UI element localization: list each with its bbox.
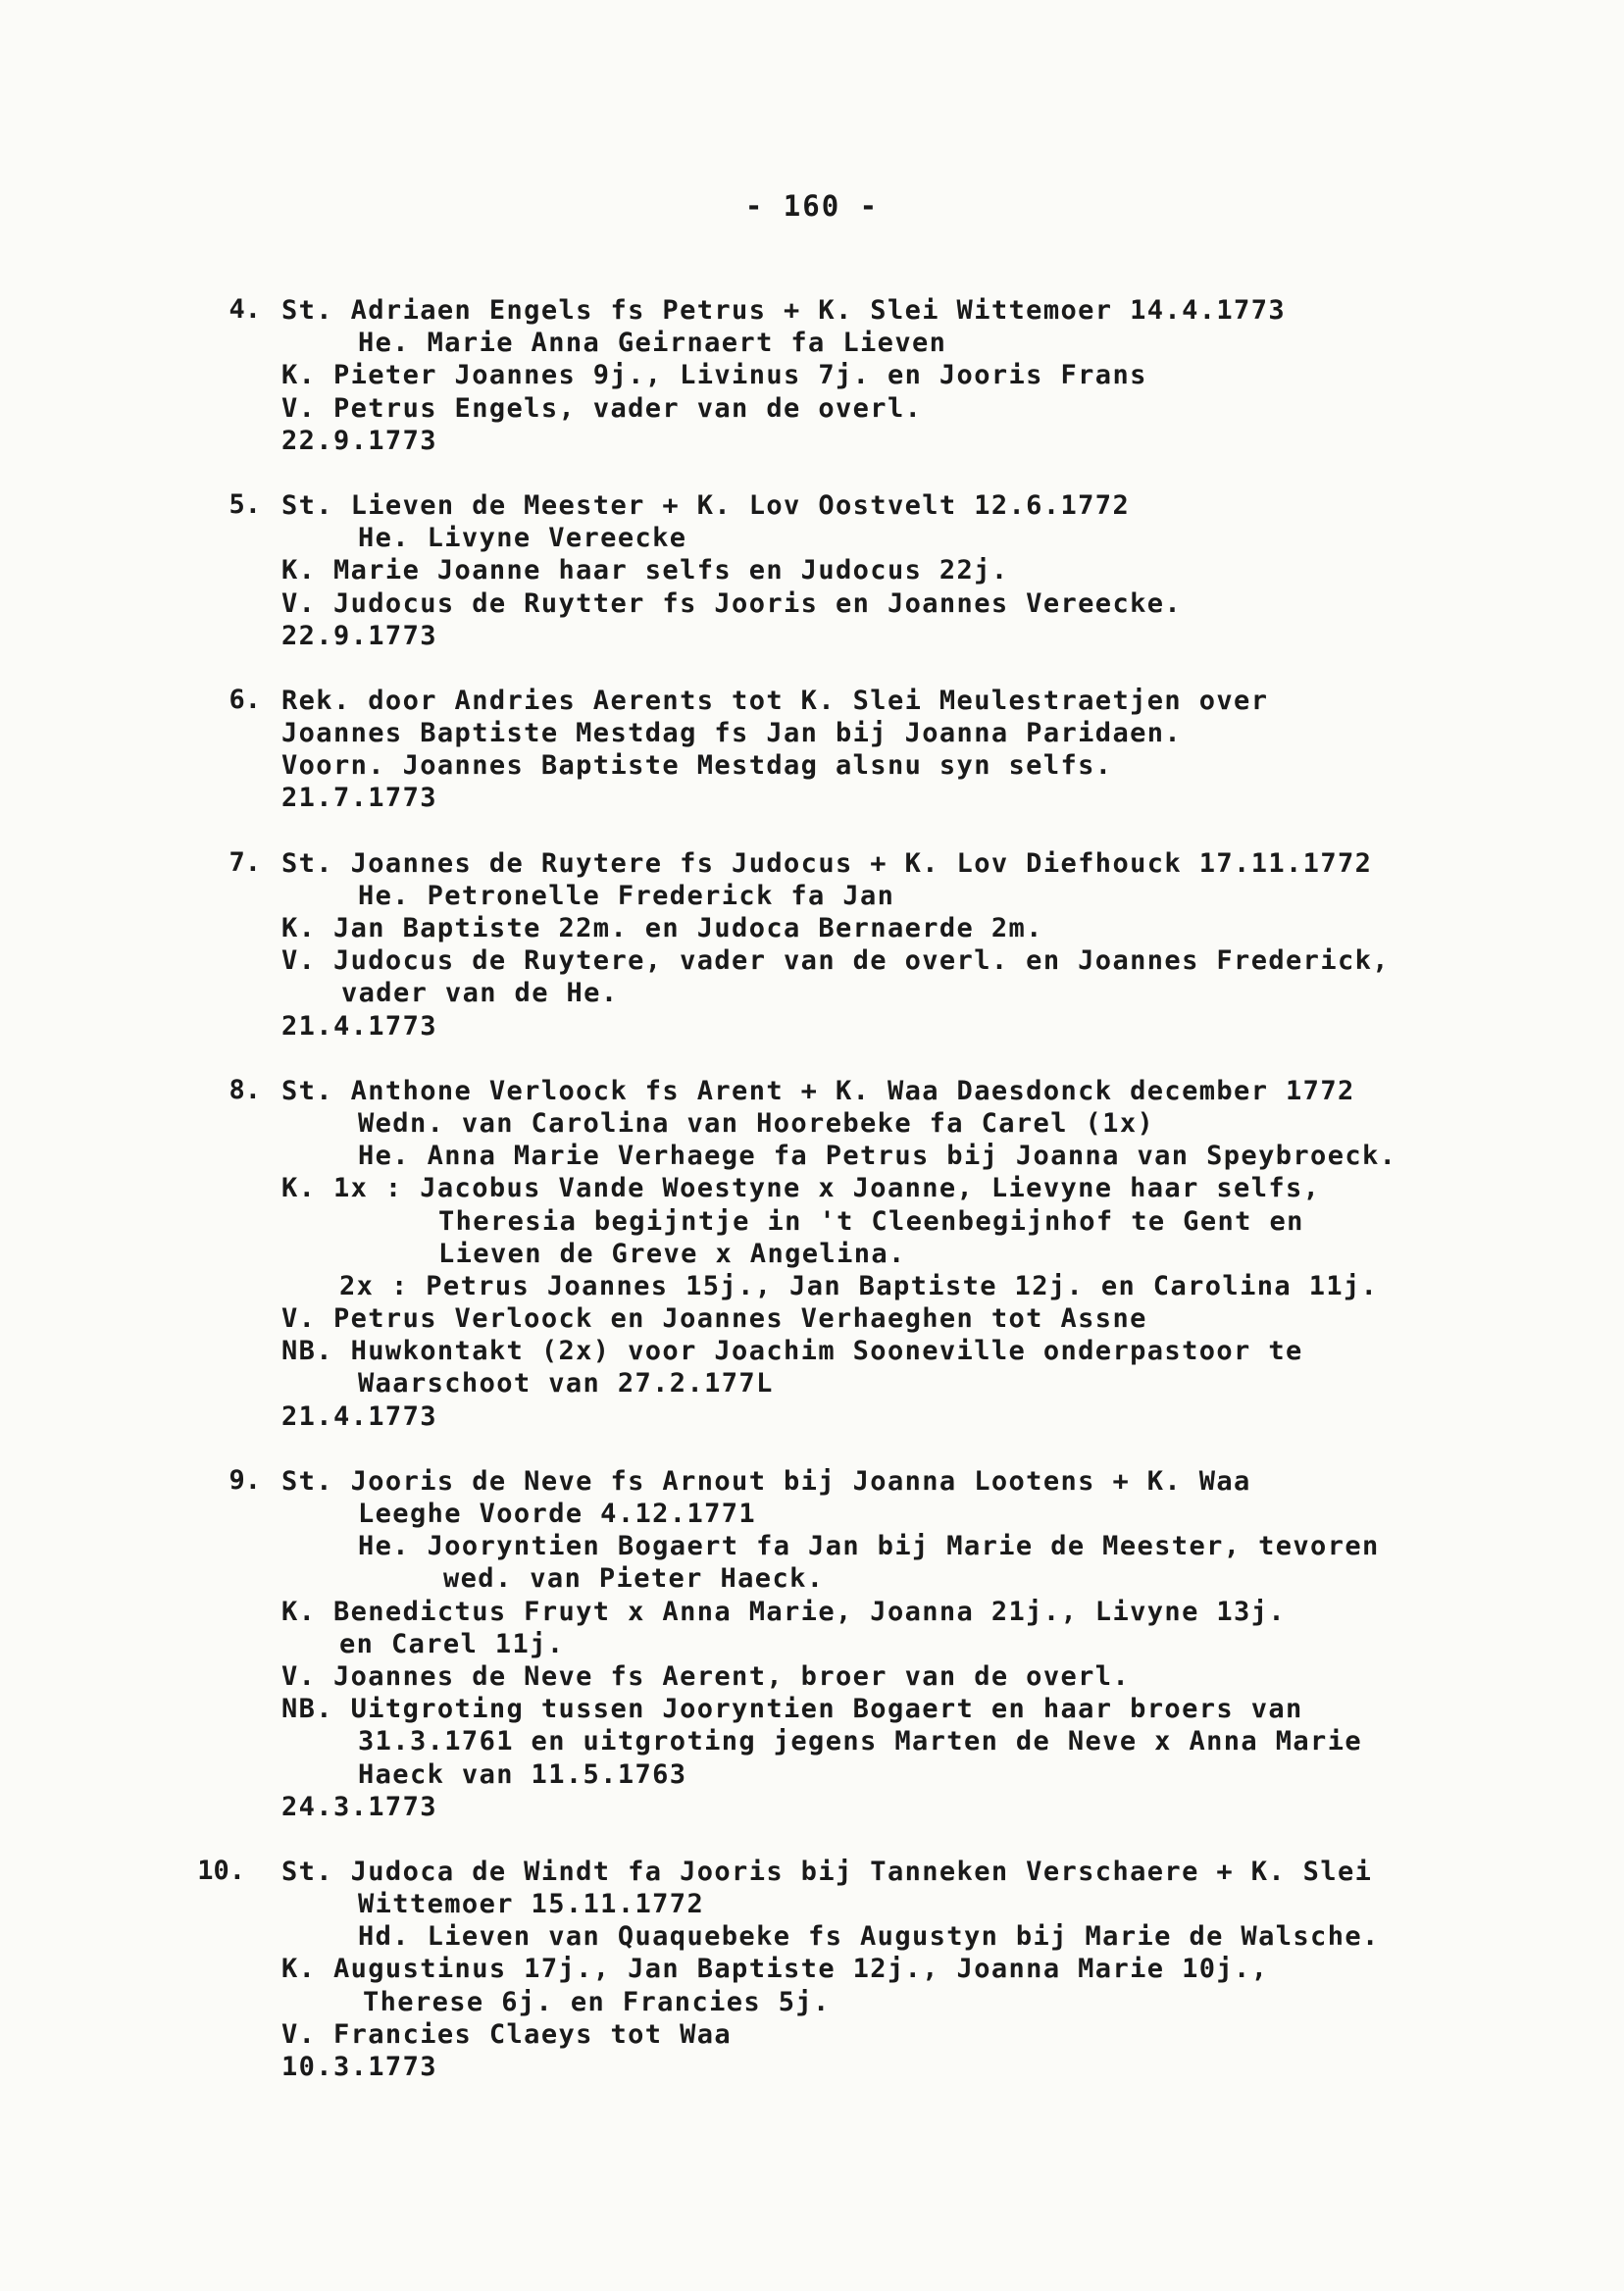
entry-line: St. Jooris de Neve fs Arnout bij Joanna Lootens + K. Waa — [281, 1465, 1251, 1497]
entry-line: Haeck van 11.5.1763 — [358, 1758, 687, 1790]
entry-date: 10.3.1773 — [281, 2052, 437, 2082]
entry-line: Theresia begijntje in 't Cleenbegijnhof te Gent en — [438, 1205, 1304, 1237]
entry-number: 8. — [228, 1074, 261, 1105]
page-number: - 160 - — [744, 189, 880, 223]
entry-line: He. Petronelle Frederick fa Jan — [358, 880, 895, 911]
entry-line: He. Livyne Vereecke — [358, 523, 687, 554]
entry-5 — [0, 489, 1624, 652]
entry-line: St. Adriaen Engels fs Petrus + K. Slei Wittemoer 14.4.1773 — [281, 295, 1287, 326]
entry-line: He. Anna Marie Verhaege fa Petrus bij Joanna van Speybroeck. — [358, 1141, 1397, 1172]
entry-4 — [0, 294, 1624, 457]
entry-line: wed. van Pieter Haeck. — [443, 1563, 825, 1595]
entry-7 — [0, 847, 1624, 1043]
entry-line: 31.3.1761 en uitgroting jegens Marten de Neve x Anna Marie — [358, 1726, 1363, 1757]
entry-date: 21.7.1773 — [281, 783, 437, 814]
entry-line: V. Joannes de Neve fs Aerent, broer van de overl. — [281, 1660, 1131, 1692]
entry-line: He. Marie Anna Geirnaert fa Lieven — [358, 328, 947, 359]
entry-date: 22.9.1773 — [281, 620, 437, 651]
entry-line: 2x : Petrus Joannes 15j., Jan Baptiste 12j. en Carolina 11j. — [339, 1270, 1379, 1301]
entry-line: NB. Huwkontakt (2x) voor Joachim Sooneville onderpastoor te — [281, 1336, 1303, 1367]
entry-line: K. 1x : Jacobus Vande Woestyne x Joanne, Lievyne haar selfs, — [281, 1173, 1321, 1204]
entry-10 — [0, 1856, 1624, 2083]
entry-line: K. Pieter Joannes 9j., Livinus 7j. en Jooris Frans — [281, 360, 1147, 391]
entry-line: NB. Uitgroting tussen Jooryntien Bogaert en haar broers van — [281, 1694, 1303, 1725]
entry-number: 5. — [228, 488, 261, 520]
entry-9 — [0, 1465, 1624, 1823]
entry-line: V. Petrus Verloock en Joannes Verhaeghen tot Assne — [281, 1303, 1147, 1335]
entry-line: V. Petrus Engels, vader van de overl. — [281, 392, 923, 424]
entry-line: Hd. Lieven van Quaquebeke fs Augustyn bij Marie de Walsche. — [358, 1921, 1380, 1953]
entry-number: 10. — [197, 1855, 245, 1886]
entry-line: St. Anthone Verloock fs Arent + K. Waa Daesdonck december 1772 — [281, 1075, 1355, 1106]
entry-line: V. Judocus de Ruytter fs Jooris en Joannes Vereecke. — [281, 587, 1183, 619]
entry-number: 7. — [228, 846, 261, 878]
entry-number: 9. — [228, 1464, 261, 1496]
entry-line: Joannes Baptiste Mestdag fs Jan bij Joanna Paridaen. — [281, 718, 1183, 749]
entry-line: He. Jooryntien Bogaert fa Jan bij Marie de Meester, tevoren — [358, 1531, 1380, 1562]
entry-date: 21.4.1773 — [281, 1400, 437, 1432]
entry-line: Voorn. Joannes Baptiste Mestdag alsnu syn selfs. — [281, 750, 1113, 782]
entry-date: 22.9.1773 — [281, 425, 437, 456]
entry-number: 4. — [228, 294, 261, 325]
entry-line: Lieven de Greve x Angelina. — [438, 1238, 906, 1269]
entry-date: 24.3.1773 — [281, 1791, 437, 1822]
entry-line: St. Joannes de Ruytere fs Judocus + K. Lov Diefhouck 17.11.1772 — [281, 847, 1373, 879]
entry-line: Wedn. van Carolina van Hoorebeke fa Carel (1x) — [358, 1107, 1155, 1139]
entry-line: St. Lieven de Meester + K. Lov Oostvelt 12.6.1772 — [281, 489, 1131, 521]
entry-6 — [0, 685, 1624, 815]
entry-8 — [0, 1075, 1624, 1433]
entry-line: St. Judoca de Windt fa Jooris bij Tanneken Verschaere + K. Slei — [281, 1856, 1373, 1887]
entry-line: Wittemoer 15.11.1772 — [358, 1889, 705, 1920]
entry-line: Waarschoot van 27.2.177L — [358, 1368, 774, 1400]
entry-line: vader van de He. — [341, 978, 619, 1009]
entry-line: V. Francies Claeys tot Waa — [281, 2018, 733, 2050]
entry-line: K. Benedictus Fruyt x Anna Marie, Joanna 21j., Livyne 13j. — [281, 1596, 1287, 1627]
entry-line: en Carel 11j. — [339, 1628, 565, 1659]
entry-list — [0, 294, 1624, 2115]
entry-line: K. Augustinus 17j., Jan Baptiste 12j., Joanna Marie 10j., — [281, 1954, 1269, 1985]
entry-line: V. Judocus de Ruytere, vader van de overl. en Joannes Frederick, — [281, 945, 1390, 977]
entry-date: 21.4.1773 — [281, 1010, 437, 1042]
entry-line: K. Jan Baptiste 22m. en Judoca Bernaerde 2m. — [281, 913, 1043, 943]
entry-number: 6. — [228, 684, 261, 715]
entry-line: K. Marie Joanne haar selfs en Judocus 22j. — [281, 555, 1009, 586]
entry-line: Rek. door Andries Aerents tot K. Slei Meulestraetjen over — [281, 685, 1269, 716]
entry-line: Therese 6j. en Francies 5j. — [363, 1986, 831, 2017]
entry-line: Leeghe Voorde 4.12.1771 — [358, 1499, 757, 1529]
